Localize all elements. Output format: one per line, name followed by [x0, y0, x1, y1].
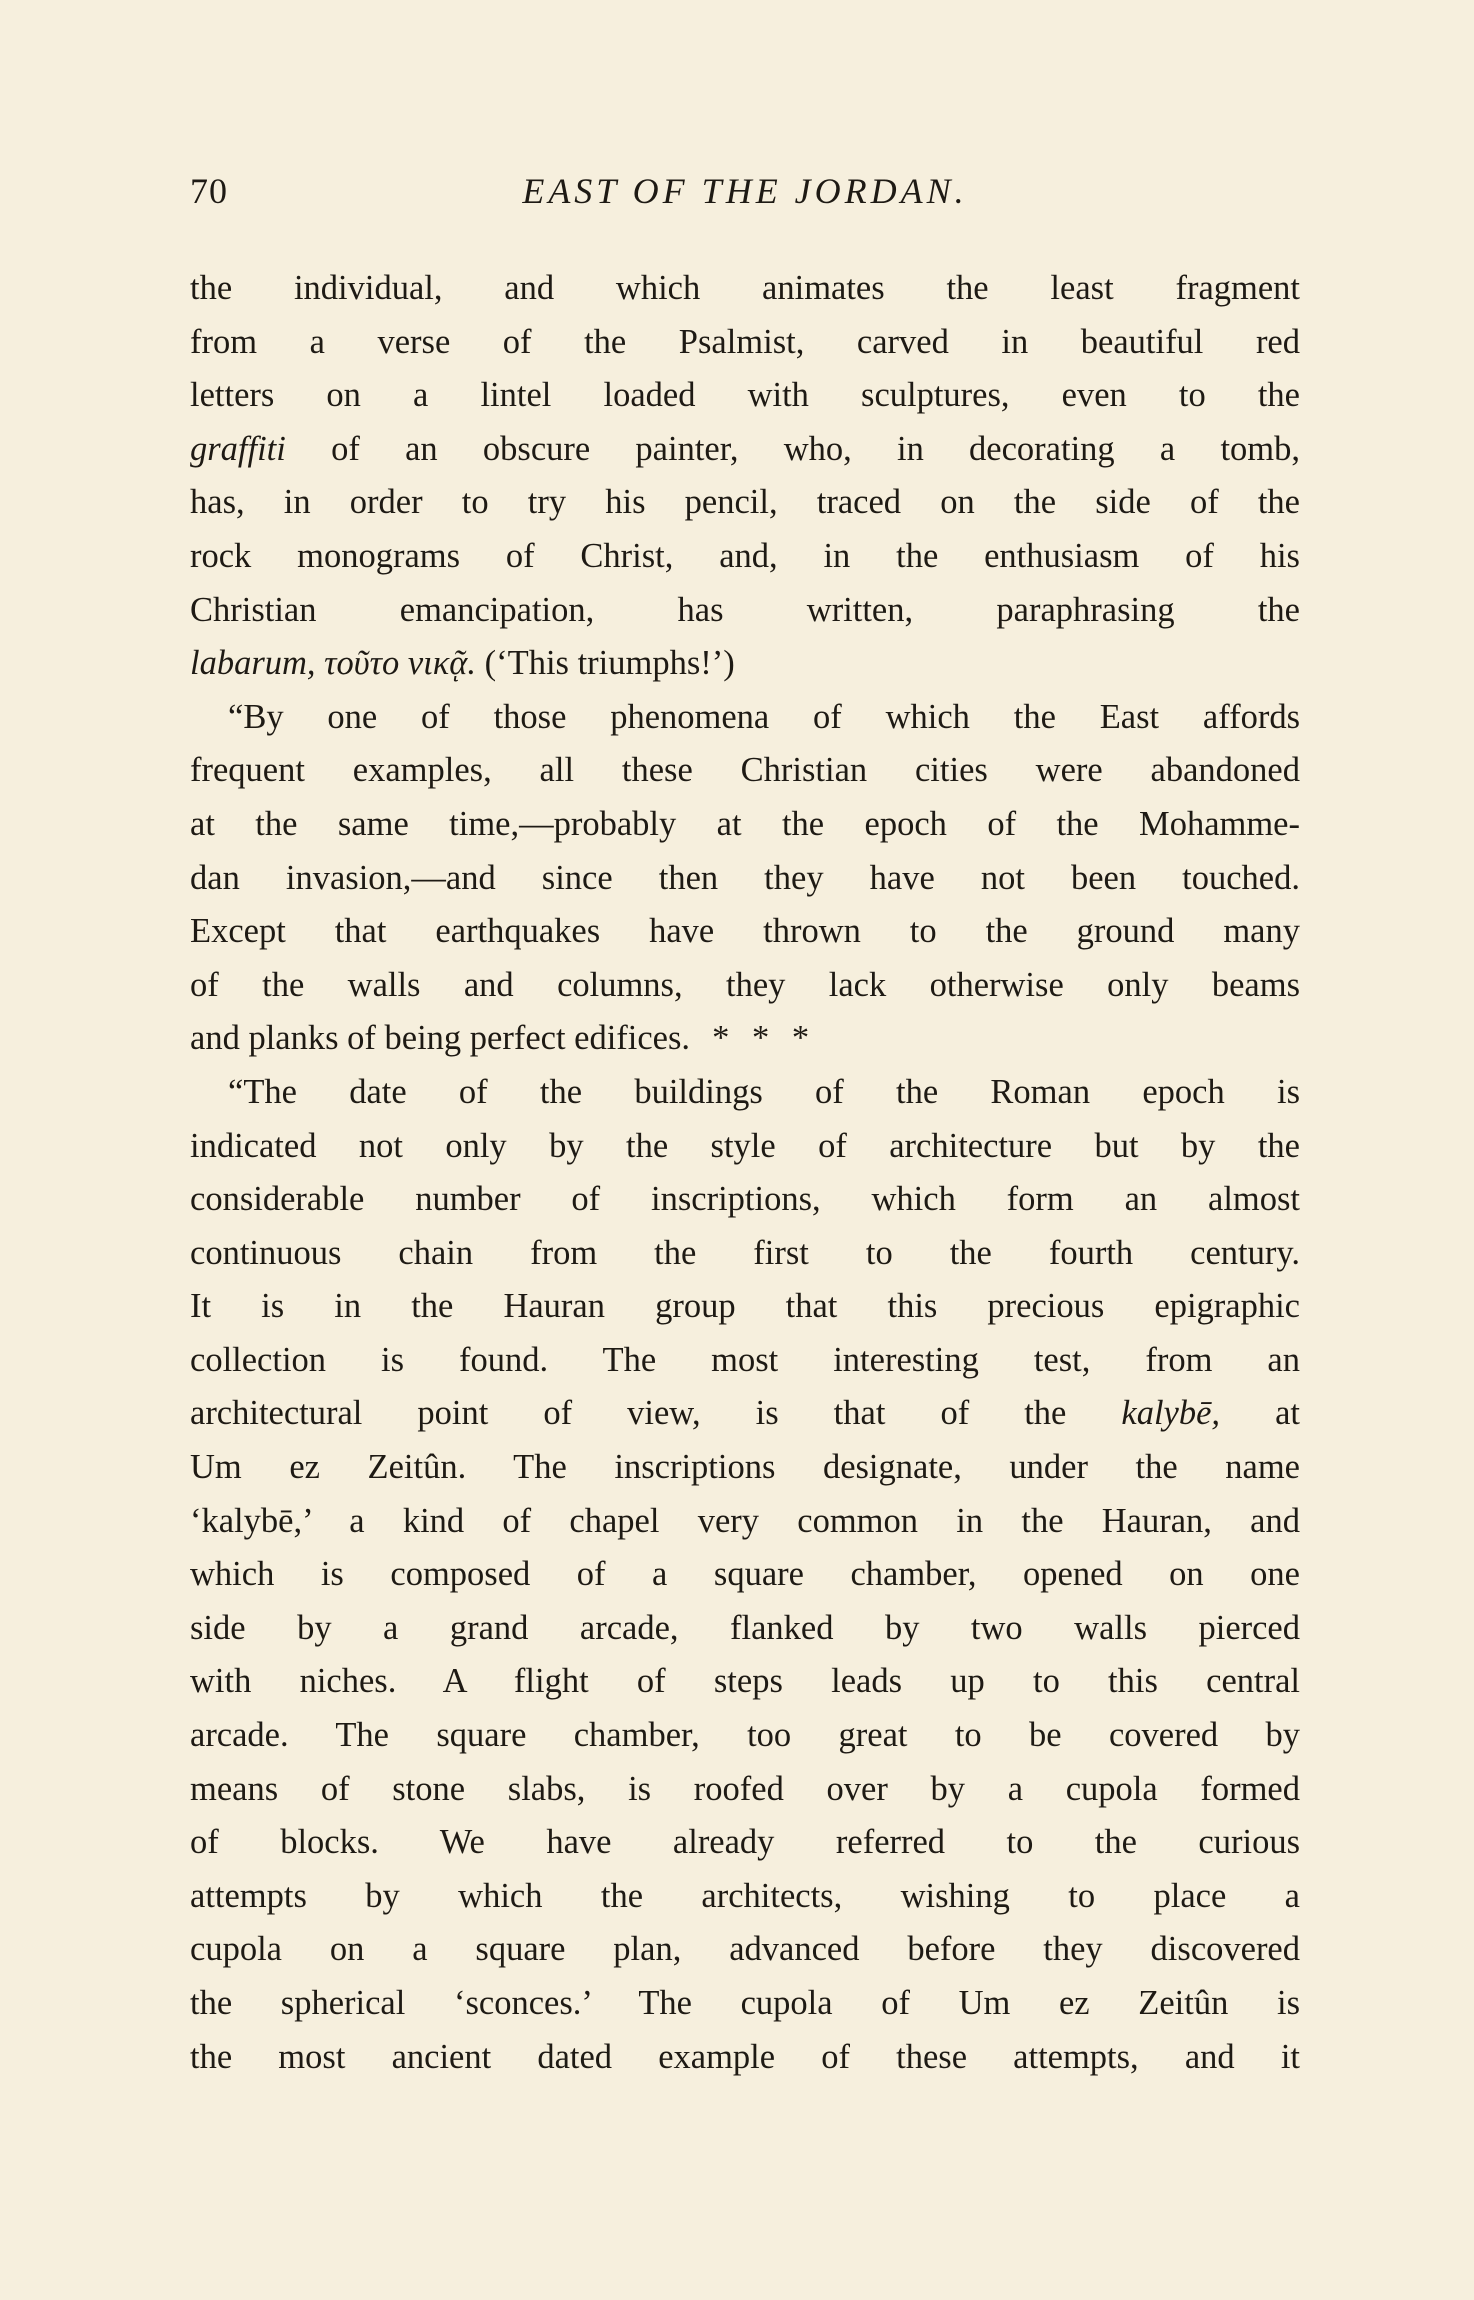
line-rest: (‘This triumphs!’) [476, 644, 735, 683]
text-line [190, 1012, 1300, 1066]
text-line: means of stone slabs, is roofed over by a cupola formed [190, 1769, 1300, 1808]
text-line: Except that earthquakes have thrown to the ground many [190, 912, 1300, 951]
text-line: indicated not only by the style of architecture but by the [190, 1126, 1300, 1165]
italic-word-graffiti: graffiti [190, 429, 286, 468]
text-line: with niches. A flight of steps leads up to this central [190, 1662, 1300, 1701]
text-line: attempts by which the architects, wishing to place a [190, 1876, 1300, 1915]
text-line: ‘kalybē,’ a kind of chapel very common in the Hauran, and [190, 1501, 1300, 1540]
text-line: side by a grand arcade, flanked by two walls pierced [190, 1608, 1300, 1647]
running-title: EAST OF THE JORDAN. [522, 171, 968, 211]
text-line: of the walls and columns, they lack otherwise only beams [190, 965, 1300, 1004]
text-line: from a verse of the Psalmist, carved in beautiful red [190, 322, 1300, 361]
text-line: It is in the Hauran group that this precious epigraphic [190, 1287, 1300, 1326]
running-head [190, 170, 1300, 230]
text-line: Christian emancipation, has written, paraphrasing the [190, 590, 1300, 629]
text-line: which is composed of a square chamber, opened on one [190, 1555, 1300, 1594]
text-line: of blocks. We have already referred to the curious [190, 1823, 1300, 1862]
text-line: the individual, and which animates the least fragment [190, 269, 1300, 307]
text-line: the spherical ‘sconces.’ The cupola of Um ez Zeitûn is [190, 1984, 1300, 2022]
page-number: 70 [190, 171, 228, 211]
text-line: continuous chain from the first to the fourth century. [190, 1233, 1300, 1272]
text-line: has, in order to try his pencil, traced on the side of the [190, 483, 1300, 522]
paragraph-start: “The date of the buildings of the Roman epoch is [228, 1072, 1300, 1111]
text-line [190, 637, 1300, 691]
line-rest: of an obscure painter, who, in decorating a tomb, [285, 429, 1300, 468]
text-line: letters on a lintel loaded with sculptures, even to the [190, 376, 1300, 415]
body-text [190, 262, 1300, 2084]
text-line: rock monograms of Christ, and, in the enthusiasm of his [190, 536, 1300, 575]
text-line: frequent examples, all these Christian cities were abandoned [190, 751, 1300, 790]
text-line: cupola on a square plan, advanced before they discovered [190, 1930, 1300, 1969]
line-pre: architectural point of view, is that of the [190, 1394, 1122, 1433]
ellipsis-stars: * * * [712, 1019, 810, 1058]
text-line: arcade. The square chamber, too great to be covered by [190, 1716, 1300, 1755]
text-line [190, 1387, 1300, 1441]
paragraph-start: “By one of those phenomena of which the East affords [228, 697, 1300, 736]
italic-labarum: labarum, τοῦτο νικᾷ. [190, 644, 477, 683]
text-line: at the same time,—probably at the epoch of the Mohamme- [190, 804, 1300, 843]
italic-word-kalybe: kalybē, [1121, 1394, 1221, 1433]
text-line: collection is found. The most interesting test, from an [190, 1340, 1300, 1379]
line-text: and planks of being perfect edifices. [190, 1019, 691, 1058]
line-post: at [1220, 1394, 1300, 1433]
text-line: considerable number of inscriptions, which form an almost [190, 1180, 1300, 1219]
text-line: dan invasion,—and since then they have not been touched. [190, 858, 1300, 897]
text-line [190, 423, 1300, 477]
text-line: the most ancient dated example of these attempts, and it [190, 2037, 1300, 2076]
text-line: Um ez Zeitûn. The inscriptions designate, under the name [190, 1448, 1300, 1487]
